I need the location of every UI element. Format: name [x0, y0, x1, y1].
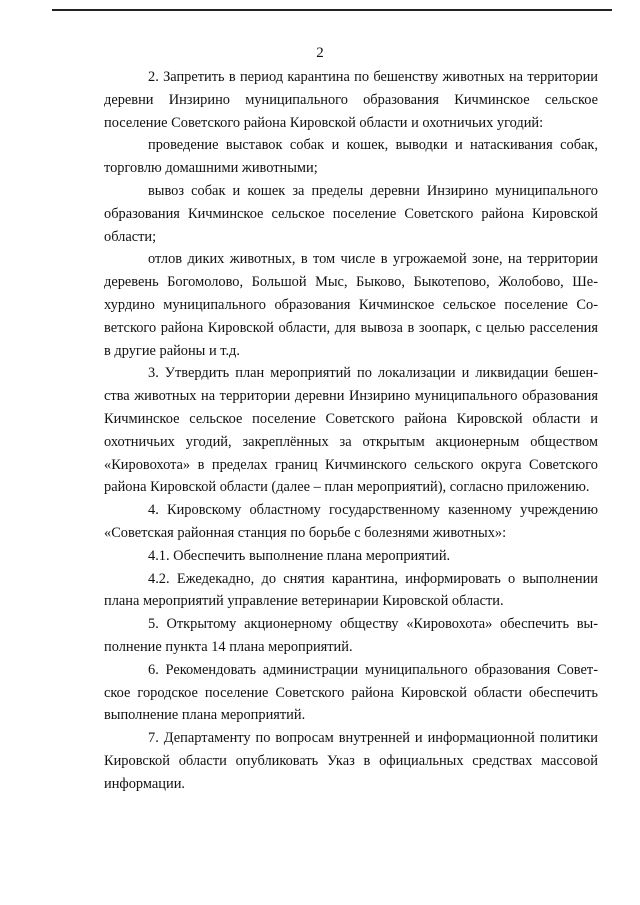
- paragraph-2-prohibit: 2. Запретить в период карантина по бешенству животных на территории деревни Инзирино муниципального образования Кичминское сельское поселение Советского района Кировской области и охотничьих угодий:: [104, 69, 598, 131]
- paragraph-4-1: 4.1. Обеспечить выполнение плана мероприятий.: [148, 547, 451, 564]
- paragraph-4-2: 4.2. Ежедекадно, до снятия карантина, информировать о выполнении плана мероприятий управление ветеринарии Кировской области.: [104, 570, 598, 610]
- paragraph-5-kirovokhota: 5. Открытому акционерному обществу «Кировохота» обеспечить выполнение пункта 14 плана мероприятий.: [104, 616, 598, 655]
- page-number: 2: [316, 45, 324, 61]
- document-body: [104, 66, 598, 796]
- paragraph-3-approve-plan: 3. Утвердить план мероприятий по локализации и ликвидации бешенства животных на территории деревни Инзирино муниципального образования Кичминское сельское поселение Советского района Кировской области и охотничьих угодий, закреплённых за открытым акционерным обществом «Кировохота» в пределах границ Кичминского сельского округа Советского района Кировской области (далее – план мероприятий), согласно приложению.: [104, 365, 598, 496]
- paragraph-prohibit-capture: отлов диких животных, в том числе в угрожаемой зоне, на территории деревень Богомолово, Большой Мыс, Быково, Быкотепово, Жолобово, Шехурдино муниципального образования Кичминское сельское поселение Советского района Кировской области, для вывоза в зоопарк, с целью расселения в другие районы и т.д.: [104, 251, 598, 359]
- paragraph-prohibit-exhibitions: проведение выставок собак и кошек, выводки и натаскивания собак, торговлю домашними животными;: [104, 137, 598, 177]
- paragraph-prohibit-export: вывоз собак и кошек за пределы деревни Инзирино муниципального образования Кичминское сельское поселение Советского района Кировской области;: [104, 182, 598, 245]
- paragraph-6-administration: 6. Рекомендовать администрации муниципального образования Советское городское поселение Советского района Кировской области обеспечить выполнение плана мероприятий.: [104, 661, 598, 724]
- paragraph-7-publish: 7. Департаменту по вопросам внутренней и информационной политики Кировской области опубликовать Указ в официальных средствах массовой информации.: [104, 730, 598, 792]
- paragraph-4-station: 4. Кировскому областному государственному казенному учреждению «Советская районная станция по борьбе с болезнями животных»:: [104, 502, 598, 541]
- top-scan-rule: [52, 9, 612, 11]
